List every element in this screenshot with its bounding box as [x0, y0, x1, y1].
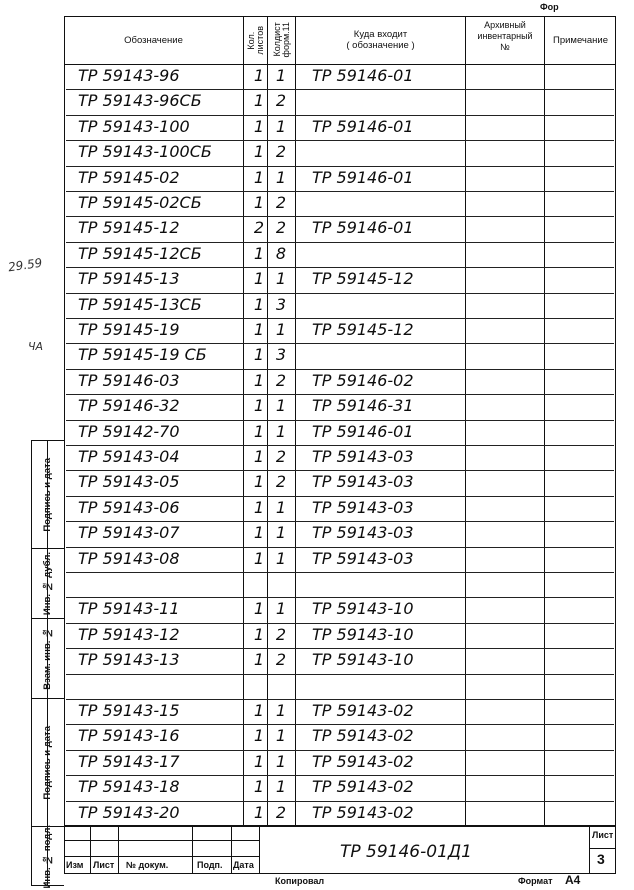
cell-format-sheets: 2	[275, 193, 287, 212]
cell-sheets: 1	[253, 497, 265, 517]
header-note-label: Примечание	[553, 34, 608, 46]
cell-sheets: 1	[253, 294, 265, 314]
sidebar-signature-date-bottom-label: Подпись и дата	[42, 725, 53, 800]
table-row	[66, 648, 614, 674]
cell-designation: ТР 59143-13	[78, 650, 180, 670]
cell-format-sheets: 1	[275, 751, 287, 771]
stamp-line	[589, 826, 590, 874]
table-row	[66, 445, 614, 471]
table-row	[66, 420, 614, 446]
cell-format-sheets: 1	[275, 116, 287, 136]
cell-sheets: 1	[253, 370, 265, 390]
cell-format-sheets: 1	[275, 599, 287, 619]
header-archive-inv	[465, 16, 544, 64]
cell-format-sheets: 3	[275, 294, 287, 314]
cell-sheets: 1	[253, 777, 265, 797]
table-row	[66, 750, 614, 776]
cell-format-sheets: 1	[275, 548, 287, 568]
header-sheets-format-label: Колдист форм.11	[271, 22, 291, 58]
table-row	[66, 572, 614, 598]
cell-sheets: 1	[253, 548, 265, 568]
footer-copied: Копировал	[275, 876, 325, 886]
table-row	[66, 775, 614, 801]
cell-sheets: 1	[253, 599, 265, 619]
cell-where-used: ТР 59143-02	[312, 726, 414, 746]
cell-designation: ТР 59143-06	[78, 497, 180, 517]
cell-sheets: 1	[253, 269, 265, 289]
cell-format-sheets: 1	[275, 396, 287, 416]
cell-where-used: ТР 59143-10	[312, 650, 414, 670]
cell-format-sheets: 3	[275, 345, 287, 365]
cell-where-used: ТР 59143-02	[312, 701, 414, 720]
cell-sheets: 1	[253, 726, 265, 746]
cell-designation: ТР 59145-13СБ	[78, 294, 202, 314]
cell-format-sheets: 1	[275, 421, 287, 441]
stamp-line	[64, 856, 259, 857]
cell-where-used: ТР 59146-01	[312, 66, 414, 85]
cell-sheets: 1	[253, 802, 265, 822]
cell-format-sheets: 1	[275, 320, 287, 339]
cell-sheets: 1	[253, 447, 265, 466]
cell-where-used: ТР 59146-01	[312, 218, 414, 238]
header-sheets-count	[243, 16, 267, 64]
cell-format-sheets: 8	[275, 243, 287, 263]
stamp-doc-no: № докум.	[126, 860, 169, 870]
cell-where-used: ТР 59143-10	[312, 599, 414, 619]
cell-sheets: 1	[253, 320, 265, 339]
sidebar-divider	[47, 440, 48, 886]
header-sheets-format	[267, 16, 295, 64]
cell-designation: ТР 59143-15	[78, 701, 180, 720]
sidebar-inv-orig-label: Инв. № подл.	[42, 824, 53, 889]
cell-sheets: 1	[253, 396, 265, 416]
cell-designation: ТР 59143-16	[78, 726, 180, 746]
cell-designation: ТР 59143-96	[78, 66, 180, 85]
cell-where-used: ТР 59143-02	[312, 751, 414, 771]
cell-designation: ТР 59143-11	[78, 599, 180, 619]
cell-designation: ТР 59146-03	[78, 370, 180, 390]
cell-where-used: ТР 59143-03	[312, 472, 414, 492]
stamp-line	[589, 848, 616, 849]
table-row	[66, 140, 614, 166]
cell-where-used: ТР 59143-03	[312, 548, 414, 568]
cell-format-sheets: 2	[275, 650, 287, 670]
table-row	[66, 343, 614, 369]
footer-format-value: А4	[565, 873, 581, 887]
table-row	[66, 547, 614, 573]
table-row	[66, 623, 614, 649]
cell-where-used: ТР 59145-12	[312, 320, 414, 339]
table-row	[66, 89, 614, 115]
stamp-line	[231, 826, 232, 874]
cell-format-sheets: 1	[275, 269, 287, 289]
cell-where-used: ТР 59143-03	[312, 447, 414, 466]
table-row	[66, 470, 614, 496]
cell-format-sheets: 1	[275, 523, 287, 543]
table-row	[66, 674, 614, 700]
cell-designation: ТР 59145-19 СБ	[78, 345, 207, 365]
cell-where-used: ТР 59146-02	[312, 370, 414, 390]
table-row	[66, 597, 614, 623]
cell-format-sheets: 2	[275, 370, 287, 390]
cell-sheets: 1	[253, 193, 265, 212]
cell-sheets: 1	[253, 472, 265, 492]
cell-format-sheets: 1	[275, 777, 287, 797]
cell-designation: ТР 59143-17	[78, 751, 180, 771]
cell-format-sheets: 2	[275, 447, 287, 466]
table-row	[66, 724, 614, 750]
stamp-sheet-label: Лист	[592, 830, 614, 840]
cell-designation: ТР 59143-05	[78, 472, 180, 492]
cell-sheets: 1	[253, 243, 265, 263]
cell-where-used: ТР 59145-12	[312, 269, 414, 289]
cell-designation: ТР 59145-12СБ	[78, 243, 202, 263]
table-row	[66, 191, 614, 217]
margin-date-note: 29.59	[7, 255, 44, 275]
cell-format-sheets: 2	[275, 91, 287, 111]
cell-where-used: ТР 59146-31	[312, 396, 414, 416]
cell-sheets: 1	[253, 650, 265, 670]
cell-designation: ТР 59143-96СБ	[78, 91, 202, 111]
cell-where-used: ТР 59146-01	[312, 116, 414, 136]
header-note	[544, 16, 616, 64]
cell-sheets: 1	[253, 751, 265, 771]
stamp-sheet-number: 3	[597, 851, 605, 867]
cell-sheets: 1	[253, 421, 265, 441]
form-label: Фор	[540, 2, 559, 12]
cell-sheets: 1	[253, 345, 265, 365]
cell-sheets: 1	[253, 66, 265, 85]
cell-designation: ТР 59143-12	[78, 624, 180, 644]
stamp-line	[259, 826, 260, 874]
cell-format-sheets: 2	[275, 802, 287, 822]
cell-designation: ТР 59145-19	[78, 320, 180, 339]
cell-where-used: ТР 59143-03	[312, 497, 414, 517]
cell-sheets: 2	[253, 218, 265, 238]
sidebar-signature-date-top-label: Подпись и дата	[42, 457, 53, 532]
footer-format-label: Формат	[518, 876, 553, 886]
table-row	[66, 318, 614, 344]
header-sheets-count-label: Кол. листов	[245, 25, 265, 55]
table-row	[66, 496, 614, 522]
cell-format-sheets: 1	[275, 167, 287, 187]
cell-where-used: ТР 59143-02	[312, 802, 414, 822]
table-row	[66, 293, 614, 319]
cell-format-sheets: 1	[275, 726, 287, 746]
stamp-data: Дата	[233, 860, 254, 870]
cell-sheets: 1	[253, 167, 265, 187]
table-row	[66, 801, 614, 827]
sidebar-inv-dup-label: Инв. № дубл.	[42, 551, 53, 616]
stamp-line	[118, 826, 119, 874]
table-row	[66, 115, 614, 141]
header-designation	[64, 16, 243, 64]
cell-designation: ТР 59145-02СБ	[78, 193, 202, 212]
table-row	[66, 699, 614, 725]
cell-designation: ТР 59143-18	[78, 777, 180, 797]
header-where-used	[295, 16, 465, 64]
table-row	[66, 267, 614, 293]
cell-designation: ТР 59146-32	[78, 396, 180, 416]
table-row	[66, 216, 614, 242]
stamp-podp: Подп.	[197, 860, 223, 870]
stamp-line	[90, 826, 91, 874]
cell-sheets: 1	[253, 624, 265, 644]
stamp-line	[64, 840, 259, 841]
cell-designation: ТР 59145-02	[78, 167, 180, 187]
table-row	[66, 521, 614, 547]
margin-initials-note: ЧА	[28, 340, 44, 353]
cell-format-sheets: 1	[275, 66, 287, 85]
cell-sheets: 1	[253, 701, 265, 720]
header-designation-label: Обозначение	[124, 34, 183, 46]
header-where-used-sub: ( обозначение )	[346, 40, 415, 51]
sidebar-replaced-inv-label: Взам. инв. №	[42, 627, 53, 690]
cell-where-used: ТР 59143-10	[312, 624, 414, 644]
table-row	[66, 166, 614, 192]
table-row	[66, 242, 614, 268]
stamp-list: Лист	[93, 860, 115, 870]
cell-designation: ТР 59142-70	[78, 421, 180, 441]
cell-designation: ТР 59143-07	[78, 523, 180, 543]
cell-designation: ТР 59143-04	[78, 447, 180, 466]
cell-format-sheets: 1	[275, 497, 287, 517]
table-row	[66, 64, 614, 90]
cell-format-sheets: 2	[275, 624, 287, 644]
cell-format-sheets: 1	[275, 701, 287, 720]
cell-sheets: 1	[253, 523, 265, 543]
cell-format-sheets: 2	[275, 218, 287, 238]
cell-where-used: ТР 59146-01	[312, 421, 414, 441]
table-row	[66, 369, 614, 395]
cell-where-used: ТР 59146-01	[312, 167, 414, 187]
cell-where-used: ТР 59143-03	[312, 523, 414, 543]
cell-sheets: 1	[253, 116, 265, 136]
cell-format-sheets: 2	[275, 472, 287, 492]
stamp-document-code: ТР 59146-01Д1	[340, 842, 472, 862]
header-archive-inv-label: Архивный инвентарный №	[477, 20, 533, 52]
cell-designation: ТР 59145-12	[78, 218, 180, 238]
stamp-izm: Изм	[66, 860, 84, 870]
cell-designation: ТР 59143-20	[78, 802, 180, 822]
cell-designation: ТР 59143-100	[78, 116, 190, 136]
cell-where-used: ТР 59143-02	[312, 777, 414, 797]
cell-designation: ТР 59143-100СБ	[78, 142, 212, 162]
header-where-used-label: Куда входит	[353, 29, 408, 40]
cell-designation: ТР 59143-08	[78, 548, 180, 568]
cell-format-sheets: 2	[275, 142, 287, 162]
cell-designation: ТР 59145-13	[78, 269, 180, 289]
cell-sheets: 1	[253, 91, 265, 111]
table-row	[66, 394, 614, 420]
stamp-line	[192, 826, 193, 874]
cell-sheets: 1	[253, 142, 265, 162]
